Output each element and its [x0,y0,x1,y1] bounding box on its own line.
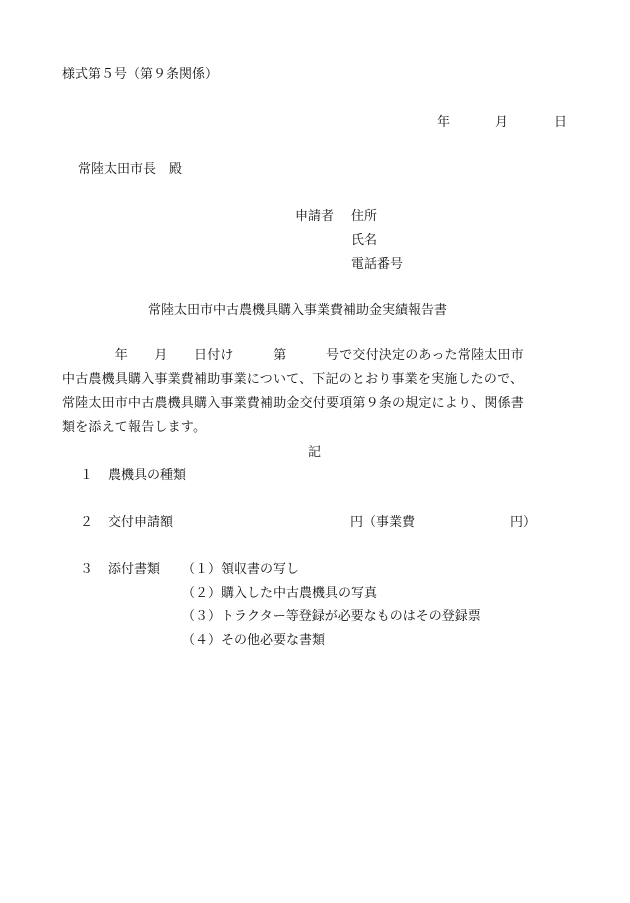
item-2-project-cost-unit: 円） [510,515,537,530]
applicant-label: 申請者 [295,209,335,224]
applicant-address-label: 住所 [351,209,378,224]
body-line-2: 中古農機具購入事業費補助事業について、下記のとおり事業を実施したので、 [62,372,524,387]
date-day: 日 [554,115,568,130]
applicant-name-label: 氏名 [351,233,378,248]
date-year: 年 [437,115,451,130]
date-month: 月 [495,115,509,130]
item-2-number: ２ [80,515,94,530]
item-3-label: 添付書類 [108,562,161,577]
body-line-3: 常陸太田市中古農機具購入事業費補助金交付要項第９条の規定により、関係書 [62,396,525,411]
document-title: 常陸太田市中古農機具購入事業費補助金実績報告書 [148,303,448,318]
body-text [62,344,574,440]
item-2-label: 交付申請額 [108,515,174,530]
item-2-amount-unit: 円（事業費 [350,515,416,530]
item-1-label: 農機具の種類 [108,468,187,483]
attachment-item: （１）領収書の写し [182,562,300,577]
attachment-item: （３）トラクター等登録が必要なものはその登録票 [182,609,481,624]
body-line-4: 類を添えて報告します。 [62,420,207,435]
form-number: 様式第５号（第９条関係） [62,67,219,82]
attachment-item: （２）購入した中古農機具の写真 [182,586,378,601]
applicant-phone-label: 電話番号 [351,257,404,272]
body-line-1: 年 月 日付け 第 号で交付決定のあった常陸太田市 [62,348,524,363]
item-3-number: ３ [80,562,94,577]
addressee: 常陸太田市長 殿 [78,162,183,177]
ki-heading: 記 [308,445,322,460]
attachment-item: （４）その他必要な書類 [182,633,326,648]
item-1-number: １ [80,468,94,483]
